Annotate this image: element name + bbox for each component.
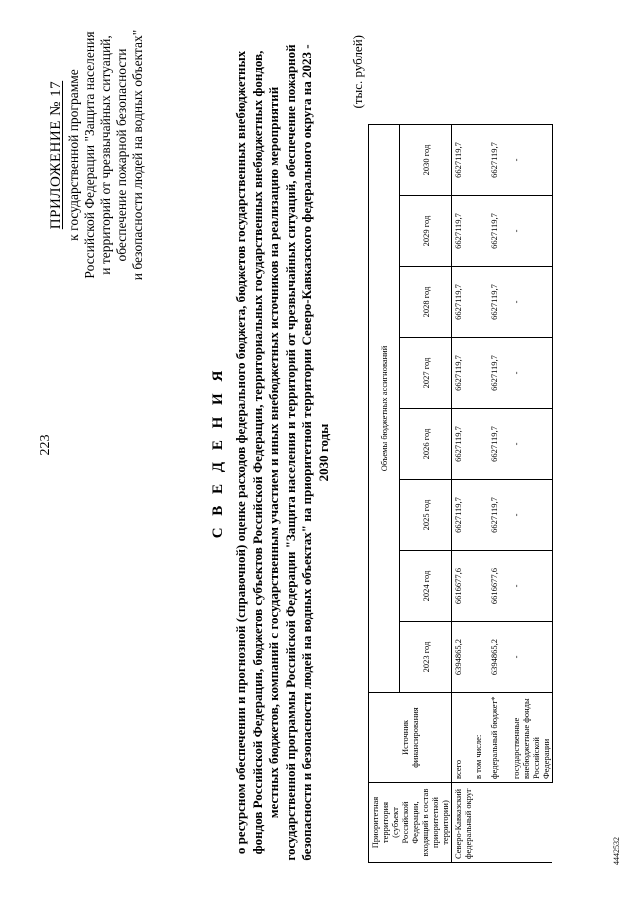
- budget-table: [368, 124, 553, 863]
- document-code: 4442532: [612, 837, 621, 865]
- table-row: [510, 125, 553, 863]
- value-cell: 6627119,7: [488, 409, 510, 480]
- source-cell: всего: [452, 693, 472, 783]
- appendix-title: ПРИЛОЖЕНИЕ № 17: [48, 80, 64, 230]
- header-year: 2026 год: [400, 409, 452, 480]
- value-cell: 6616677,6: [452, 551, 472, 622]
- appendix-line: и безопасности людей на водных объектах": [130, 29, 145, 281]
- header-year: 2027 год: [400, 338, 452, 409]
- value-cell: 6627119,7: [488, 267, 510, 338]
- value-cell: 6627119,7: [452, 125, 472, 196]
- value-cell: [472, 480, 488, 551]
- value-cell: 6627119,7: [452, 480, 472, 551]
- value-cell: [472, 196, 488, 267]
- value-cell: 6627119,7: [452, 409, 472, 480]
- page-number: 223: [38, 434, 53, 456]
- value-cell: [472, 125, 488, 196]
- value-cell: -: [510, 622, 553, 693]
- table-row: [472, 125, 488, 863]
- header-volumes: Объемы бюджетных ассигнований: [369, 125, 400, 693]
- header-year: 2029 год: [400, 196, 452, 267]
- appendix-line: обеспечение пожарной безопасности: [114, 48, 129, 262]
- value-cell: 6394865,2: [452, 622, 472, 693]
- units-label: (тыс. рублей): [350, 35, 365, 109]
- header-year: 2024 год: [400, 551, 452, 622]
- source-cell: федеральный бюджет*: [488, 693, 510, 783]
- value-cell: [472, 622, 488, 693]
- header-year: 2025 год: [400, 480, 452, 551]
- document-subtitle: о ресурсном обеспечении и прогнозной (справочной) оценке расходов федерального бюджета, бюджетов государственных внебюджетных фондов Российской Федерации, бюджетов субъектов Российской Федерации, территориальных государственных внебюджетных фондов, местных бюджетов, компаний с государственным участием и иных внебюджетных источников на реализацию мероприятий государственной программы Российской Федерации "Защита населения и территорий от чрезвычайных ситуаций, обеспечение пожарной безопасности и безопасности людей на водных объектах" на приоритетной территории Северо-Кавказского федерального округа на 2023 - 2030 годы: [233, 44, 331, 861]
- table-row: [452, 125, 472, 863]
- value-cell: 6627119,7: [488, 196, 510, 267]
- table-row: [488, 125, 510, 863]
- value-cell: 6627119,7: [488, 480, 510, 551]
- value-cell: [472, 409, 488, 480]
- value-cell: 6627119,7: [488, 338, 510, 409]
- value-cell: 6394865,2: [488, 622, 510, 693]
- value-cell: 6627119,7: [452, 267, 472, 338]
- territory-cell: Северо-Кавказский федеральный округ: [452, 783, 553, 863]
- value-cell: -: [510, 196, 553, 267]
- value-cell: -: [510, 125, 553, 196]
- header-year: 2028 год: [400, 267, 452, 338]
- value-cell: -: [510, 480, 553, 551]
- header-year: 2023 год: [400, 622, 452, 693]
- value-cell: -: [510, 551, 553, 622]
- appendix-line: к государственной программе: [66, 69, 81, 241]
- value-cell: 6627119,7: [488, 125, 510, 196]
- source-cell: государственные внебюджетные фонды Российской Федерации: [510, 693, 553, 783]
- appendix-line: Российской Федерации "Защита населения: [82, 31, 97, 279]
- value-cell: 6627119,7: [452, 338, 472, 409]
- value-cell: -: [510, 267, 553, 338]
- document-title: С В Е Д Е Н И Я: [210, 366, 226, 539]
- value-cell: [472, 338, 488, 409]
- value-cell: [472, 551, 488, 622]
- value-cell: 6627119,7: [452, 196, 472, 267]
- value-cell: -: [510, 409, 553, 480]
- header-source: Источник финансирования: [369, 693, 452, 783]
- value-cell: 6616677,6: [488, 551, 510, 622]
- appendix-line: и территорий от чрезвычайных ситуаций,: [98, 35, 113, 275]
- header-year: 2030 год: [400, 125, 452, 196]
- appendix-header: [48, 5, 146, 305]
- value-cell: -: [510, 338, 553, 409]
- header-territory: Приоритетная территория (субъект Российской Федерации, входящий в состав приоритетной территории): [369, 783, 452, 863]
- source-cell: в том числе:: [472, 693, 488, 783]
- value-cell: [472, 267, 488, 338]
